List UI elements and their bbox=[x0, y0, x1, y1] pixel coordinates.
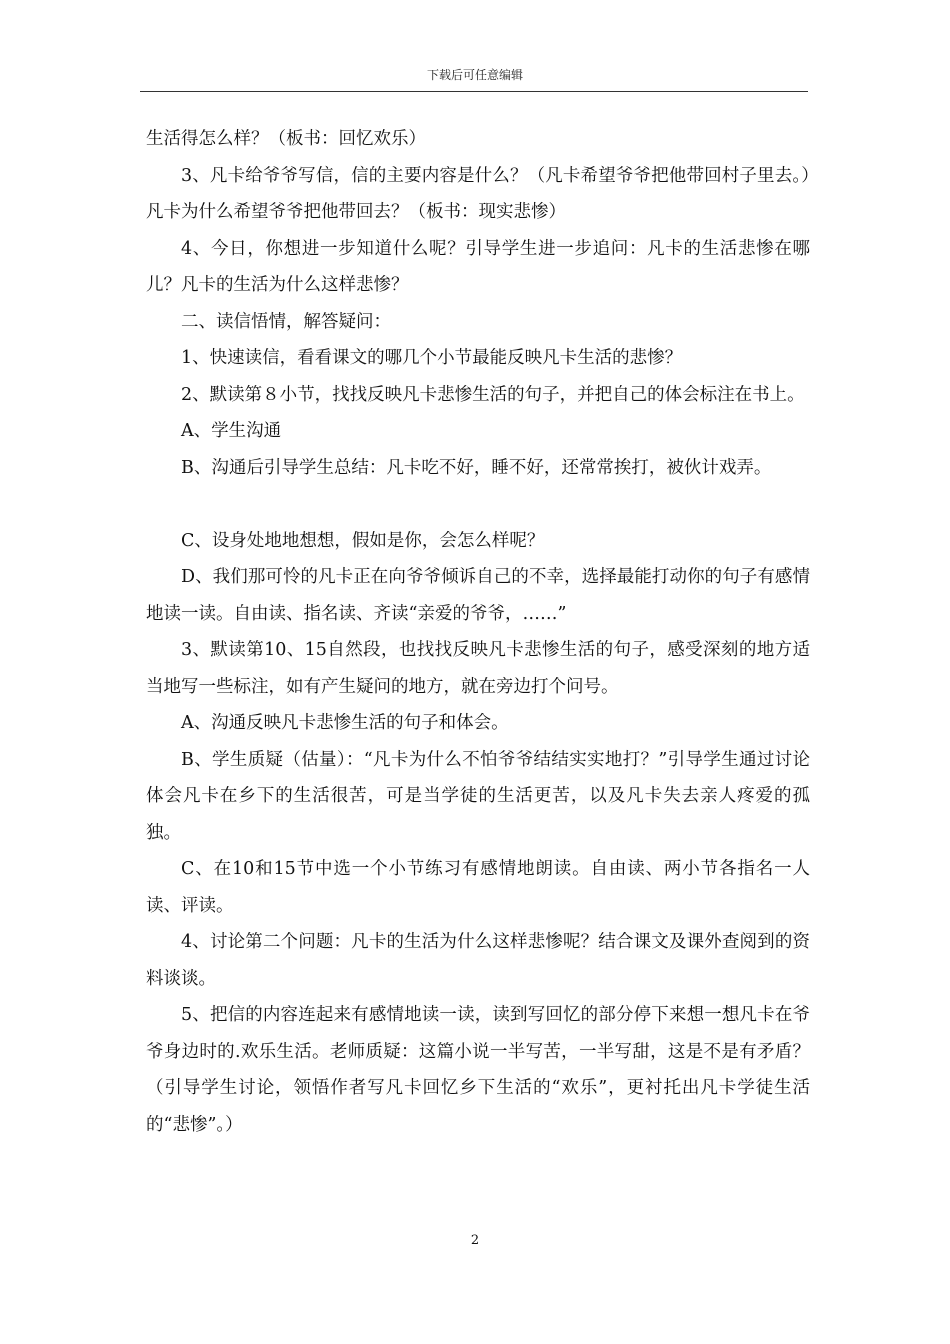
paragraph: C、在10和15节中选一个小节练习有感情地朗读。自由读、两小节各指名一人读、评读。 bbox=[146, 859, 810, 916]
paragraph: 5、把信的内容连起来有感情地读一读，读到写回忆的部分停下来想一想凡卡在爷爷身边时的.欢乐生活。老师质疑：这篇小说一半写苦，一半写甜，这是不是有矛盾？（引导学生讨论，领悟作者写凡卡回忆乡下生活的“欢乐”，更衬托出凡卡学徒生活的“悲惨”。） bbox=[146, 1005, 810, 1135]
section-heading: 二、读信悟情，解答疑问： bbox=[181, 311, 391, 332]
paragraph: C、设身处地地想想，假如是你，会怎么样呢？ bbox=[181, 530, 545, 551]
document-body bbox=[146, 121, 810, 1143]
paragraph: 生活得怎么样？（板书：回忆欢乐） bbox=[146, 129, 426, 149]
header-divider bbox=[140, 91, 808, 92]
page-header: 下载后可任意编辑 bbox=[426, 68, 523, 82]
paragraph: D、我们那可怜的凡卡正在向爷爷倾诉自己的不幸，选择最能打动你的句子有感情地读一读。自由读、指名读、齐读“亲爱的爷爷，……” bbox=[146, 567, 810, 624]
paragraph: 1、快速读信，看看课文的哪几个小节最能反映凡卡生活的悲惨？ bbox=[181, 348, 683, 368]
paragraph: 3、默读第10、15自然段，也找找反映凡卡悲惨生活的句子，感受深刻的地方适当地写一些标注，如有产生疑问的地方，就在旁边打个问号。 bbox=[146, 640, 810, 697]
paragraph: 4、今日，你想进一步知道什么呢？引导学生进一步追问：凡卡的生活悲惨在哪儿？凡卡的生活为什么这样悲惨？ bbox=[146, 238, 810, 295]
paragraph: A、学生沟通 bbox=[181, 421, 282, 441]
page-number: 2 bbox=[470, 1233, 480, 1248]
paragraph: A、沟通反映凡卡悲惨生活的句子和体会。 bbox=[181, 713, 509, 733]
paragraph: B、沟通后引导学生总结：凡卡吃不好，睡不好，还常常挨打，被伙计戏弄。 bbox=[181, 457, 772, 478]
blank-line bbox=[146, 486, 810, 523]
paragraph: 2、默读第８小节，找找反映凡卡悲惨生活的句子，并把自己的体会标注在书上。 bbox=[181, 384, 805, 405]
paragraph: B、学生质疑（估量）：“凡卡为什么不怕爷爷结结实实地打？”引导学生通过讨论体会凡卡在乡下的生活很苦，可是当学徒的生活更苦，以及凡卡失去亲人疼爱的孤独。 bbox=[146, 749, 810, 843]
paragraph: 3、凡卡给爷爷写信，信的主要内容是什么？（凡卡希望爷爷把他带回村子里去。）凡卡为什么希望爷爷把他带回去？（板书：现实悲惨） bbox=[146, 165, 810, 222]
paragraph: 4、讨论第二个问题：凡卡的生活为什么这样悲惨呢？结合课文及课外查阅到的资料谈谈。 bbox=[146, 932, 810, 989]
